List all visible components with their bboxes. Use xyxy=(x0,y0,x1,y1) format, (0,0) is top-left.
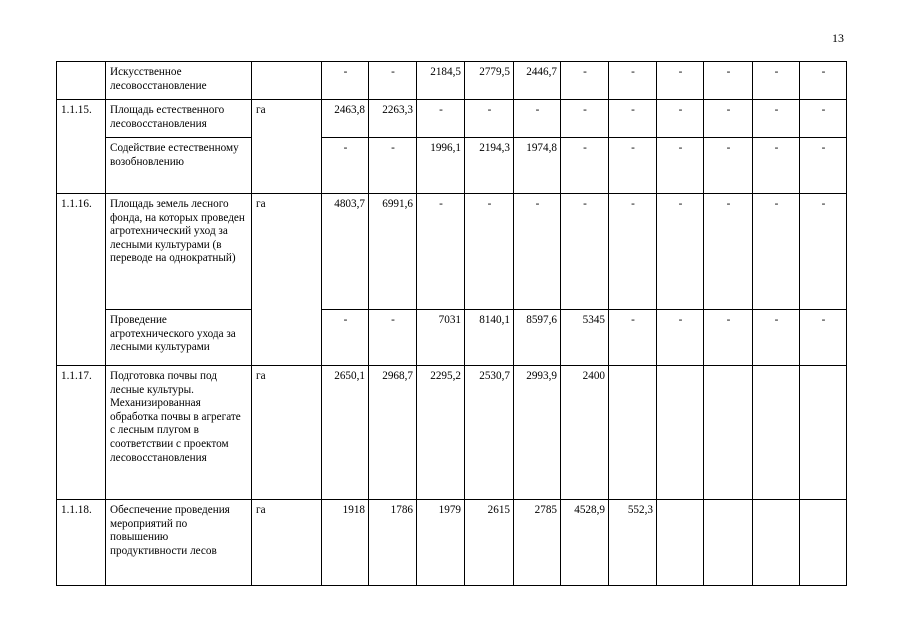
value-cell: 2530,7 xyxy=(465,366,514,500)
indicator-name-cell: Подготовка почвы под лесные культуры. Механизированная обработка почвы в агрегате с лесным плугом в соответствии с проектом лесовосстановления xyxy=(106,366,252,500)
value-cell: - xyxy=(369,310,417,366)
value-cell: 2993,9 xyxy=(514,366,561,500)
value-cell: 2400 xyxy=(561,366,609,500)
value-cell: 2463,8 xyxy=(322,100,369,138)
value-cell: 4528,9 xyxy=(561,500,609,586)
value-cell: - xyxy=(657,310,704,366)
value-cell: 2446,7 xyxy=(514,62,561,100)
row-code-cell: 1.1.16. xyxy=(57,194,106,366)
value-cell: - xyxy=(514,100,561,138)
value-cell: 2779,5 xyxy=(465,62,514,100)
value-cell: 2295,2 xyxy=(417,366,465,500)
value-cell: - xyxy=(561,194,609,310)
indicator-name-cell: Содействие естественному возобновлению xyxy=(106,138,252,194)
value-cell: - xyxy=(322,310,369,366)
value-cell xyxy=(753,500,800,586)
value-cell xyxy=(609,366,657,500)
value-cell: - xyxy=(465,100,514,138)
value-cell: - xyxy=(704,194,753,310)
value-cell: - xyxy=(657,62,704,100)
table-row xyxy=(57,310,847,366)
unit-cell: га xyxy=(252,366,322,500)
indicator-name-cell: Площадь земель лесного фонда, на которых проведен агротехнический уход за лесными культурами (в переводе на однократный) xyxy=(106,194,252,310)
indicator-name-cell: Проведение агротехнического ухода за лесными культурами xyxy=(106,310,252,366)
value-cell: - xyxy=(800,62,847,100)
value-cell: - xyxy=(609,310,657,366)
value-cell: - xyxy=(417,194,465,310)
value-cell: 1974,8 xyxy=(514,138,561,194)
row-code-cell: 1.1.15. xyxy=(57,100,106,194)
value-cell: - xyxy=(704,138,753,194)
value-cell: - xyxy=(369,62,417,100)
table-row xyxy=(57,366,847,500)
forest-indicators-table xyxy=(56,61,847,586)
value-cell: 552,3 xyxy=(609,500,657,586)
value-cell: - xyxy=(561,100,609,138)
value-cell: - xyxy=(753,138,800,194)
value-cell: - xyxy=(704,310,753,366)
value-cell: - xyxy=(800,194,847,310)
value-cell: 1979 xyxy=(417,500,465,586)
value-cell: 2184,5 xyxy=(417,62,465,100)
row-code-cell xyxy=(57,62,106,100)
value-cell: - xyxy=(609,194,657,310)
value-cell xyxy=(800,500,847,586)
unit-cell xyxy=(252,62,322,100)
value-cell: 1918 xyxy=(322,500,369,586)
value-cell: - xyxy=(753,100,800,138)
table-row xyxy=(57,500,847,586)
value-cell: - xyxy=(657,138,704,194)
value-cell: 5345 xyxy=(561,310,609,366)
value-cell: - xyxy=(609,62,657,100)
value-cell xyxy=(704,366,753,500)
unit-cell: га xyxy=(252,100,322,194)
value-cell: - xyxy=(704,100,753,138)
table-row xyxy=(57,100,847,138)
value-cell: - xyxy=(800,100,847,138)
value-cell xyxy=(657,500,704,586)
value-cell: 2650,1 xyxy=(322,366,369,500)
value-cell: - xyxy=(465,194,514,310)
unit-cell: га xyxy=(252,500,322,586)
value-cell: - xyxy=(657,194,704,310)
value-cell: 7031 xyxy=(417,310,465,366)
indicator-name-cell: Обеспечение проведения мероприятий по повышению продуктивности лесов xyxy=(106,500,252,586)
value-cell: - xyxy=(561,138,609,194)
value-cell: 2194,3 xyxy=(465,138,514,194)
value-cell: - xyxy=(800,138,847,194)
value-cell: 1996,1 xyxy=(417,138,465,194)
value-cell: - xyxy=(514,194,561,310)
value-cell xyxy=(657,366,704,500)
value-cell: 4803,7 xyxy=(322,194,369,310)
value-cell: - xyxy=(753,310,800,366)
value-cell: - xyxy=(322,62,369,100)
unit-cell: га xyxy=(252,194,322,366)
value-cell: 6991,6 xyxy=(369,194,417,310)
row-code-cell: 1.1.17. xyxy=(57,366,106,500)
value-cell: - xyxy=(800,310,847,366)
value-cell: 2968,7 xyxy=(369,366,417,500)
value-cell: - xyxy=(417,100,465,138)
value-cell: - xyxy=(609,138,657,194)
value-cell: 8597,6 xyxy=(514,310,561,366)
value-cell: - xyxy=(657,100,704,138)
page-number: 13 xyxy=(832,31,844,45)
row-code-cell: 1.1.18. xyxy=(57,500,106,586)
indicator-name-cell: Искусственное лесовосстановление xyxy=(106,62,252,100)
value-cell: 2263,3 xyxy=(369,100,417,138)
value-cell: - xyxy=(322,138,369,194)
table-row xyxy=(57,62,847,100)
value-cell: - xyxy=(369,138,417,194)
value-cell: 8140,1 xyxy=(465,310,514,366)
value-cell: 2785 xyxy=(514,500,561,586)
value-cell xyxy=(753,366,800,500)
value-cell: - xyxy=(561,62,609,100)
value-cell: - xyxy=(753,62,800,100)
value-cell: 1786 xyxy=(369,500,417,586)
table-row xyxy=(57,194,847,310)
value-cell xyxy=(704,500,753,586)
value-cell xyxy=(800,366,847,500)
value-cell: - xyxy=(609,100,657,138)
value-cell: - xyxy=(753,194,800,310)
value-cell: 2615 xyxy=(465,500,514,586)
indicator-name-cell: Площадь естественного лесовосстановления xyxy=(106,100,252,138)
value-cell: - xyxy=(704,62,753,100)
table-row xyxy=(57,138,847,194)
